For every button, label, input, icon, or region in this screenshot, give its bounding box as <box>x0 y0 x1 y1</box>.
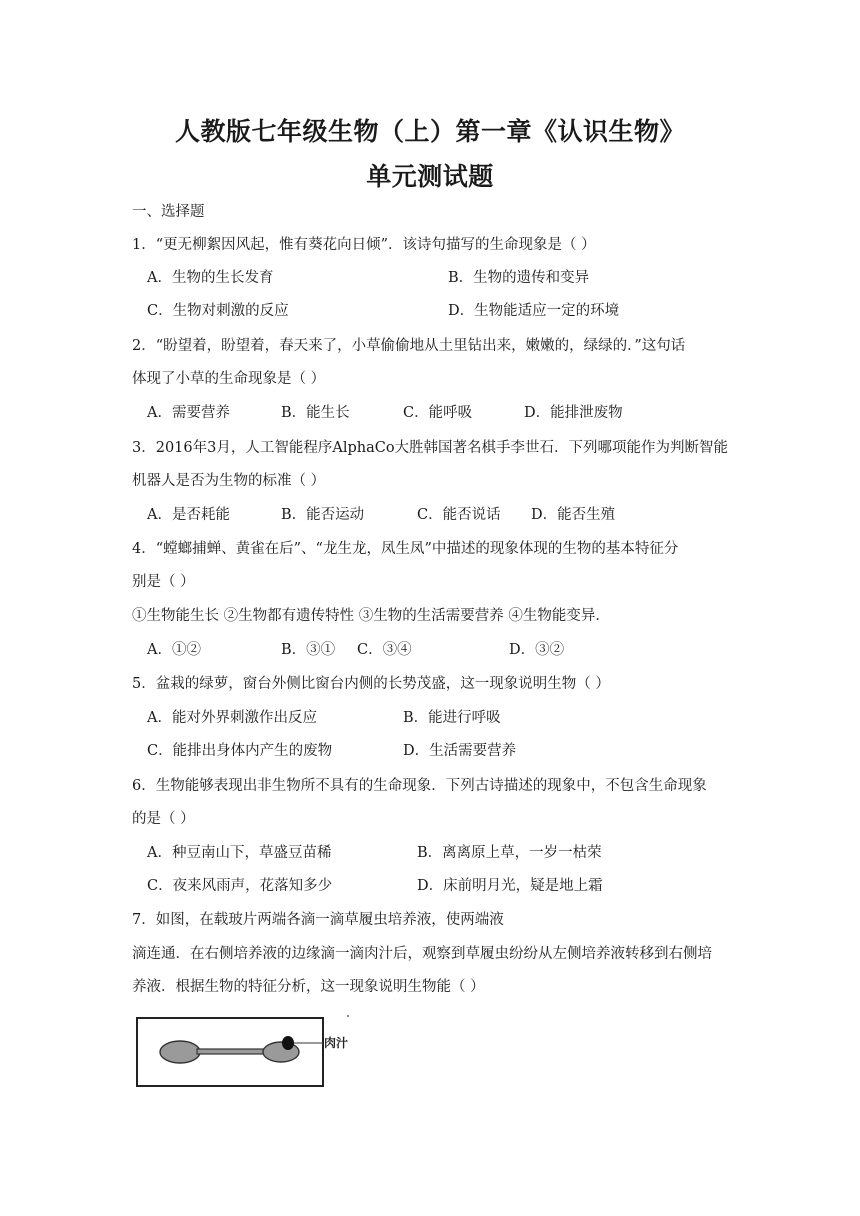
document-subtitle: 单元测试题 <box>366 162 494 191</box>
question-2-option-c: C．能呼吸 <box>403 405 473 421</box>
question-7-stem-line-2: 滴连通．在右侧培养液的边缘滴一滴肉汁后，观察到草履虫纷纷从左侧培养液转移到右侧培 <box>132 946 712 962</box>
question-6-option-c: C．夜来风雨声，花落知多少 <box>147 878 333 894</box>
meat-juice-drop <box>282 1036 294 1050</box>
question-5-option-a: A．能对外界刺激作出反应 <box>147 710 317 726</box>
document-title: 人教版七年级生物（上）第一章《认识生物》 <box>174 117 685 146</box>
left-culture-drop <box>160 1041 200 1063</box>
question-4-stem-line-2: 别是（ ） <box>132 574 195 590</box>
question-2-stem-line-1: 2．“盼望着，盼望着，春天来了，小草偷偷地从土里钻出来，嫩嫩的，绿绿的．”这句话 <box>132 338 686 354</box>
question-3-option-a: A．是否耗能 <box>147 507 230 523</box>
question-1-option-a: A．生物的生长发育 <box>147 270 274 286</box>
section-heading: 一、选择题 <box>132 204 205 220</box>
question-7-stem-line-3: 养液．根据生物的特征分析，这一现象说明生物能（ ） <box>132 979 485 995</box>
question-2-stem-line-2: 体现了小草的生命现象是（ ） <box>132 371 326 387</box>
question-4-option-a: A．①② <box>147 642 201 658</box>
question-3-stem-line-2: 机器人是否为生物的标准（ ） <box>132 473 326 489</box>
question-6-stem-line-2: 的是（ ） <box>132 811 195 827</box>
question-5-option-b: B．能进行呼吸 <box>403 710 501 726</box>
connecting-channel <box>197 1049 269 1054</box>
question-7-stem-line-1: 7．如图，在载玻片两端各滴一滴草履虫培养液，使两端液 <box>132 912 504 928</box>
slide-culture-figure <box>135 1012 367 1088</box>
question-1-option-c: C．生物对刺激的反应 <box>147 303 289 319</box>
question-2-option-b: B．能生长 <box>281 405 350 421</box>
question-2-option-a: A．需要营养 <box>147 405 230 421</box>
question-1-option-d: D．生物能适应一定的环境 <box>448 303 620 319</box>
question-5-option-c: C．能排出身体内产生的废物 <box>147 743 333 759</box>
question-3-option-b: B．能否运动 <box>281 507 365 523</box>
meat-juice-label: 肉汁 <box>324 1036 349 1050</box>
question-6-option-a: A．种豆南山下，草盛豆苗稀 <box>147 845 332 861</box>
question-4-option-d: D．③② <box>509 642 565 658</box>
question-5-option-d: D．生活需要营养 <box>403 743 517 759</box>
question-5-stem: 5．盆栽的绿萝，窗台外侧比窗台内侧的长势茂盛，这一现象说明生物（ ） <box>132 676 610 692</box>
question-4-option-c: C．③④ <box>357 642 412 658</box>
question-4-statements: ①生物能生长 ②生物都有遗传特性 ③生物的生活需要营养 ④生物能变异． <box>132 608 610 624</box>
question-1-stem: 1．“更无柳絮因风起，惟有葵花向日倾”．该诗句描写的生命现象是（ ） <box>132 237 596 253</box>
question-6-stem-line-1: 6．生物能够表现出非生物所不具有的生命现象．下列古诗描述的现象中，不包含生命现象 <box>132 778 707 794</box>
question-6-option-d: D．床前明月光，疑是地上霜 <box>417 878 603 894</box>
question-3-option-c: C．能否说话 <box>417 507 501 523</box>
question-1-option-b: B．生物的遗传和变异 <box>448 270 590 286</box>
question-6-option-b: B．离离原上草，一岁一枯荣 <box>417 845 602 861</box>
red-dot <box>347 1015 349 1017</box>
question-4-stem-line-1: 4．“螳螂捕蝉、黄雀在后”、“龙生龙，凤生凤”中描述的现象体现的生物的基本特征分 <box>132 541 679 557</box>
question-2-option-d: D．能排泄废物 <box>524 405 623 421</box>
question-4-option-b: B．③① <box>281 642 336 658</box>
question-3-option-d: D．能否生殖 <box>531 507 616 523</box>
question-3-stem-line-1: 3．2016年3月，人工智能程序AlphaCo大胜韩国著名棋手李世石．下列哪项能作为判断智能 <box>132 440 729 456</box>
